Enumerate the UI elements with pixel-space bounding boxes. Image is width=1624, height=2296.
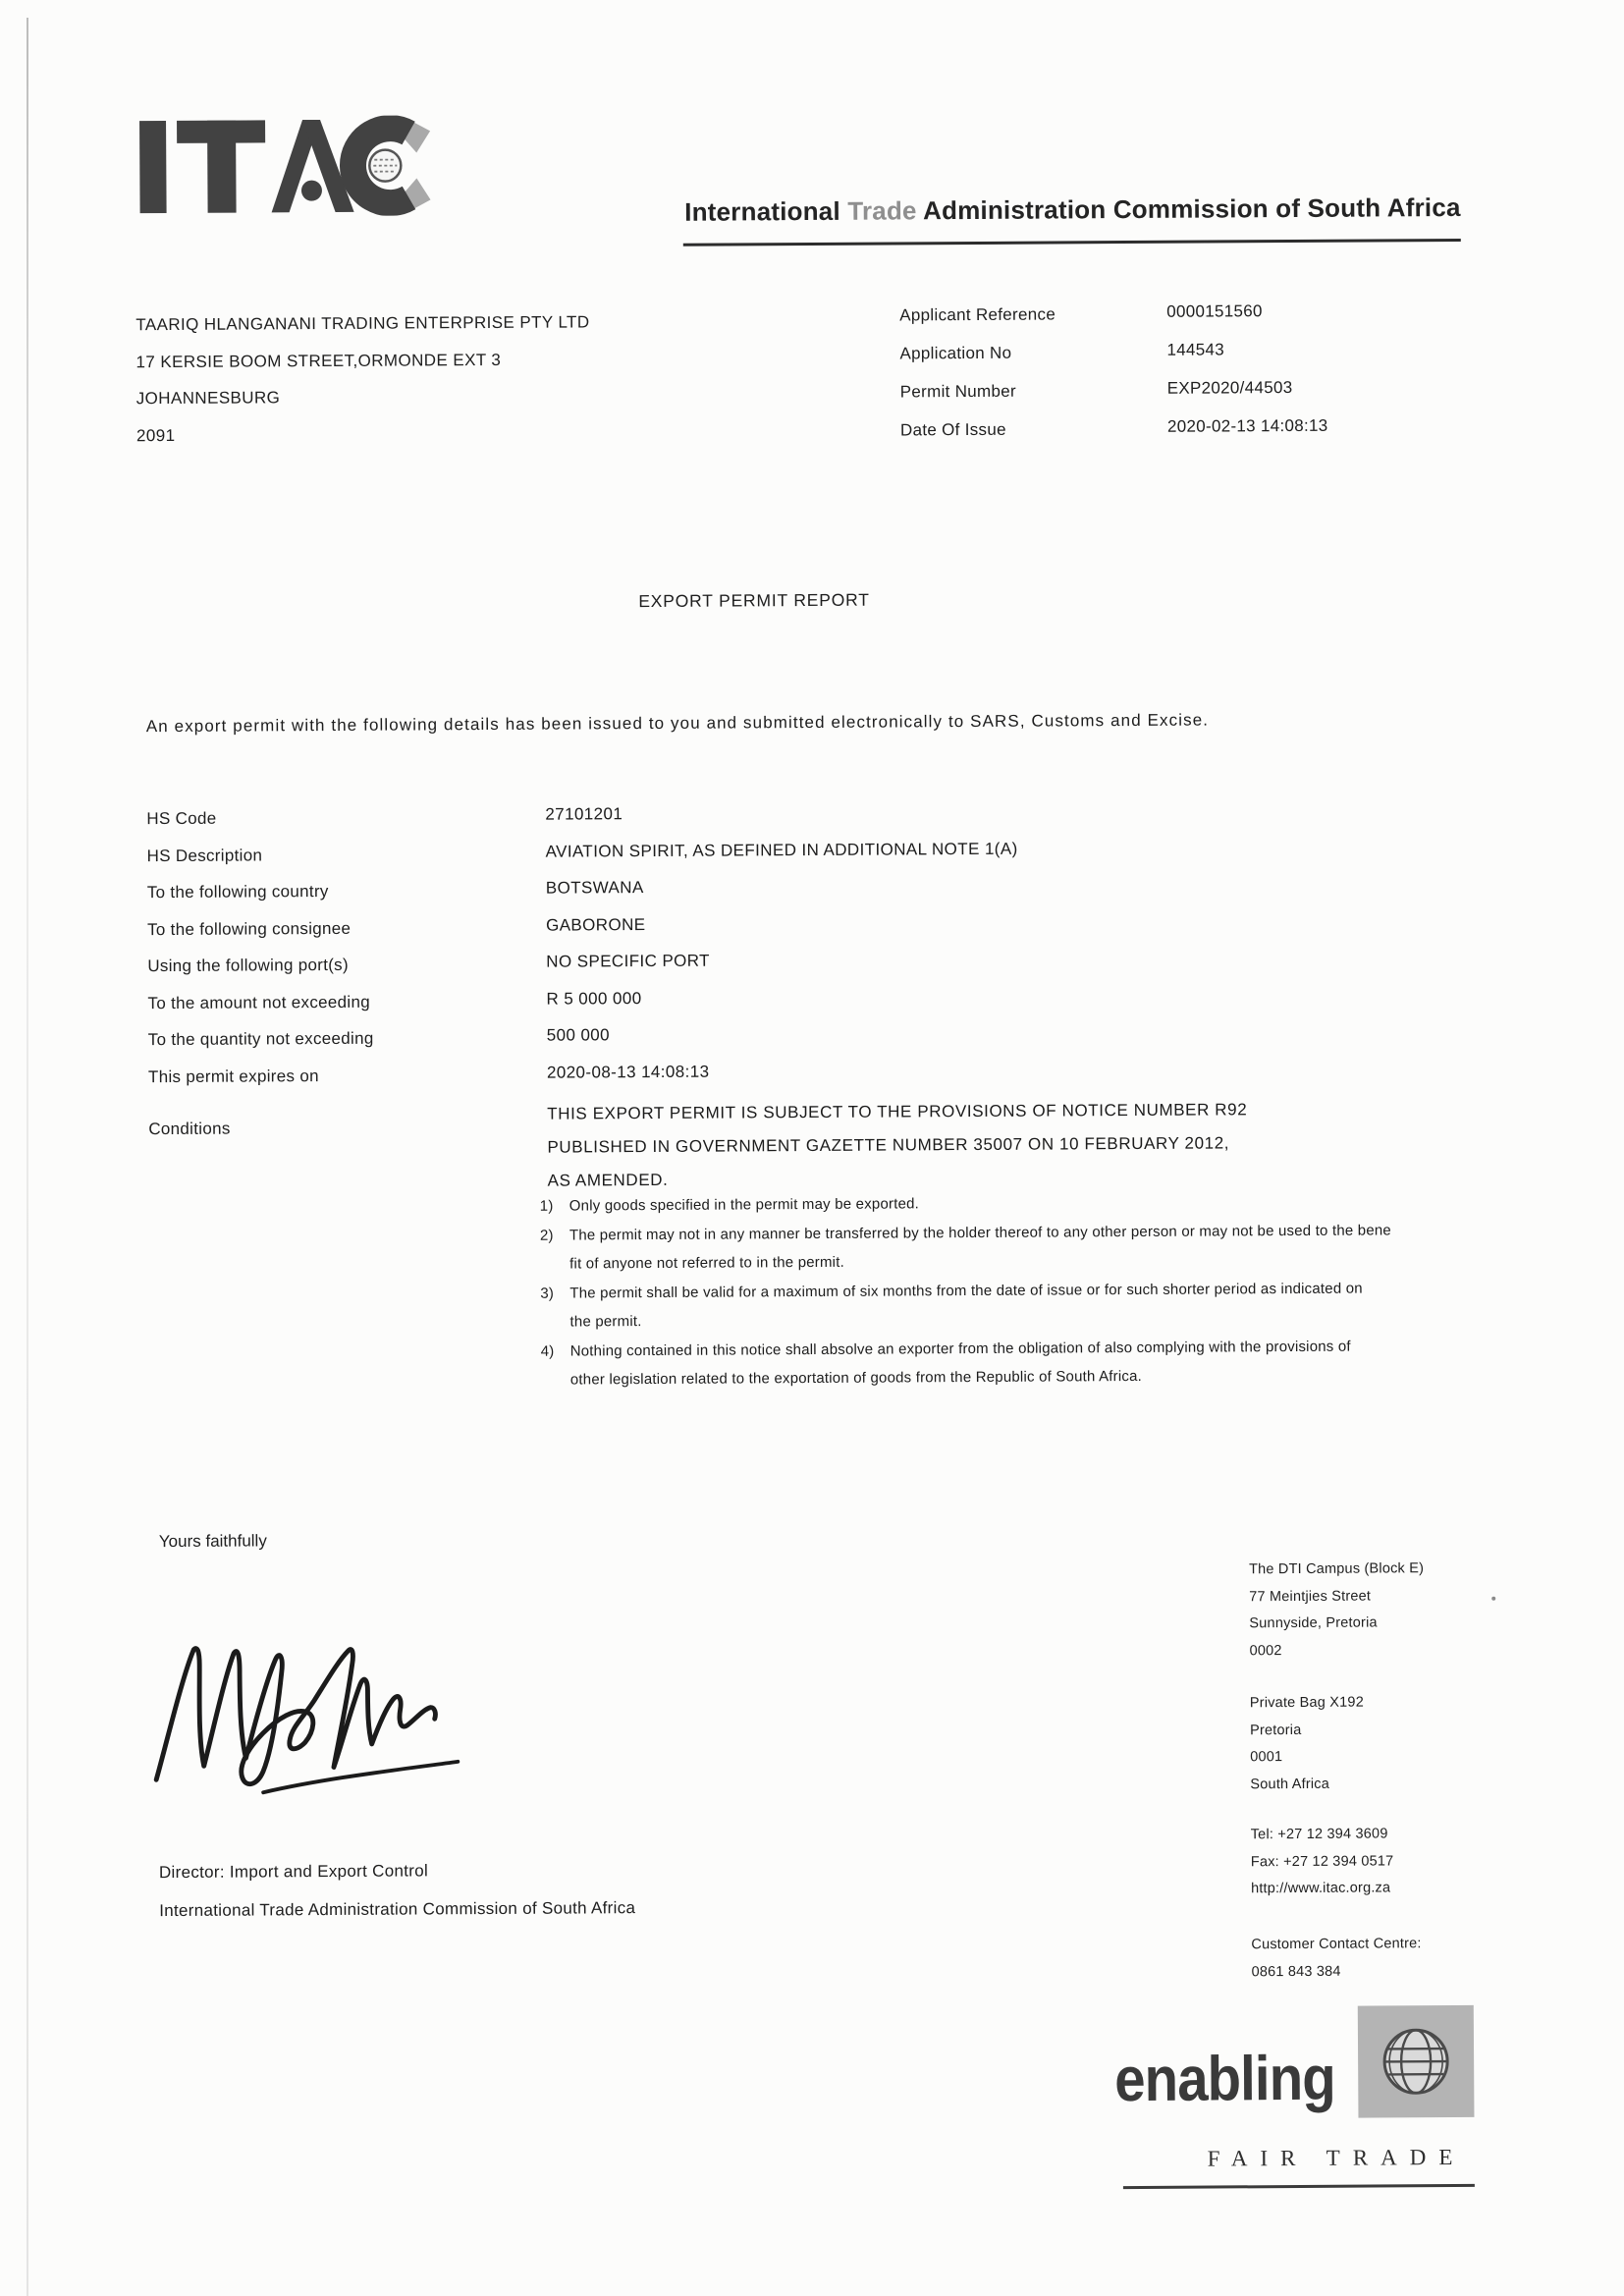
condition-text-line: fit of anyone not referred to in the permit. [569,1253,844,1273]
detail-value: BOTSWANA [545,878,644,898]
org-name-header [546,192,1461,229]
info-value: 0000151560 [1166,301,1263,321]
condition-text-line: Only goods specified in the permit may be exported. [568,1195,920,1215]
header-rule [683,239,1461,246]
contact-centre-number: 0861 843 384 [1251,1963,1341,1980]
condition-text-line: The permit may not in any manner be transferred by the holder thereof to any other person or may not be used to the bene [568,1221,1391,1244]
detail-value: NO SPECIFIC PORT [546,951,710,971]
detail-label: To the following country [146,882,329,902]
salutation: Yours faithfully [158,1531,267,1552]
detail-label: Using the following port(s) [147,955,349,976]
condition-text-line: the permit. [569,1313,642,1331]
conditions-text [547,1093,1248,1197]
contact-line: Private Bag X192 [1249,1694,1364,1712]
org-name-trade: Trade [847,195,917,226]
contact-website: http://www.itac.org.za [1250,1880,1391,1897]
condition-item [541,1332,1392,1394]
contact-line: 0002 [1249,1642,1282,1659]
itac-logo [137,115,433,217]
condition-item [540,1274,1391,1337]
condition-number: 4) [540,1342,555,1360]
scan-dot-artifact [1491,1597,1495,1601]
conditions-list [540,1186,1392,1394]
applicant-city: JOHANNESBURG [135,388,281,409]
condition-text-line: The permit shall be valid for a maximum of six months from the date of issue or for such shorter period as indicated on [569,1280,1363,1302]
contact-centre-label: Customer Contact Centre: [1251,1936,1422,1953]
fair-trade-globe [1358,2005,1475,2118]
signature-icon [149,1624,494,1808]
info-label: Applicant Reference [899,304,1056,325]
org-name-part: Administration Commission of South Africa [923,191,1461,226]
condition-number: 3) [540,1285,555,1302]
fair-trade-rule [1123,2184,1475,2189]
detail-value: R 5 000 000 [546,989,642,1009]
applicant-postcode: 2091 [135,425,176,445]
detail-label: To the following consignee [146,918,352,940]
info-label: Application No [899,343,1012,363]
condition-text-line: Nothing contained in this notice shall absolve an exporter from the obligation of also complying with the provisions of [569,1338,1351,1360]
info-value: 2020-02-13 14:08:13 [1166,415,1328,436]
conditions-line: AS AMENDED. [547,1170,669,1190]
conditions-line: PUBLISHED IN GOVERNMENT GAZETTE NUMBER 35007 ON 10 FEBRUARY 2012, [547,1133,1230,1157]
detail-label: To the quantity not exceeding [147,1028,374,1050]
contact-line: 77 Meintjies Street [1249,1588,1372,1605]
contact-line: Pretoria [1250,1722,1302,1738]
fair-trade-tagline: FAIR TRADE [1207,2144,1466,2171]
org-name-part: International [684,195,840,227]
info-label: Permit Number [899,381,1016,402]
contact-postal-address [1250,1688,1575,1798]
contact-line: Sunnyside, Pretoria [1249,1614,1378,1632]
contact-fax: Fax: +27 12 394 0517 [1250,1852,1394,1870]
contact-centre-block [1251,1930,1575,1986]
condition-number: 1) [539,1197,554,1215]
conditions-label: Conditions [148,1119,231,1139]
signature [149,1624,494,1813]
intro-paragraph: An export permit with the following details has been issued to you and submitted electronically to SARS, Customs and Excise. [145,710,1210,737]
info-value: 144543 [1166,340,1225,359]
detail-label: HS Code [146,808,217,829]
detail-label: This permit expires on [147,1066,319,1087]
detail-value: AVIATION SPIRIT, AS DEFINED IN ADDITIONAL NOTE 1(A) [545,839,1018,861]
contact-line: The DTI Campus (Block E) [1249,1560,1425,1578]
condition-text-line: other legislation related to the exportation of goods from the Republic of South Africa. [569,1367,1143,1389]
conditions-line: THIS EXPORT PERMIT IS SUBJECT TO THE PROVISIONS OF NOTICE NUMBER R92 [547,1100,1248,1123]
detail-value: GABORONE [545,915,646,935]
detail-value: 500 000 [546,1025,611,1045]
page-title: EXPORT PERMIT REPORT [638,589,870,612]
signer-title: Director: Import and Export Control [158,1861,429,1883]
enabling-logo-word: enabling [1114,2042,1335,2115]
applicant-name: TAARIQ HLANGANANI TRADING ENTERPRISE PTY LTD [135,312,590,335]
detail-label: HS Description [146,846,263,866]
contact-line: South Africa [1250,1776,1330,1792]
condition-number: 2) [539,1227,554,1244]
itac-logo-icon [137,115,433,217]
contact-street-address [1249,1555,1574,1665]
signer-org: International Trade Administration Commission of South Africa [159,1898,636,1921]
info-label: Date Of Issue [899,419,1006,440]
info-value: EXP2020/44503 [1166,378,1293,398]
applicant-street: 17 KERSIE BOOM STREET,ORMONDE EXT 3 [135,350,502,371]
detail-value: 27101201 [545,804,623,824]
applicant-address-block [135,303,590,454]
globe-icon [1371,2016,1462,2107]
detail-label: To the amount not exceeding [147,992,370,1013]
contact-line: 0001 [1250,1749,1283,1766]
condition-item [540,1216,1391,1279]
detail-value: 2020-08-13 14:08:13 [546,1062,710,1082]
contact-tel: Tel: +27 12 394 3609 [1250,1826,1388,1843]
contact-phone-block [1251,1820,1575,1903]
